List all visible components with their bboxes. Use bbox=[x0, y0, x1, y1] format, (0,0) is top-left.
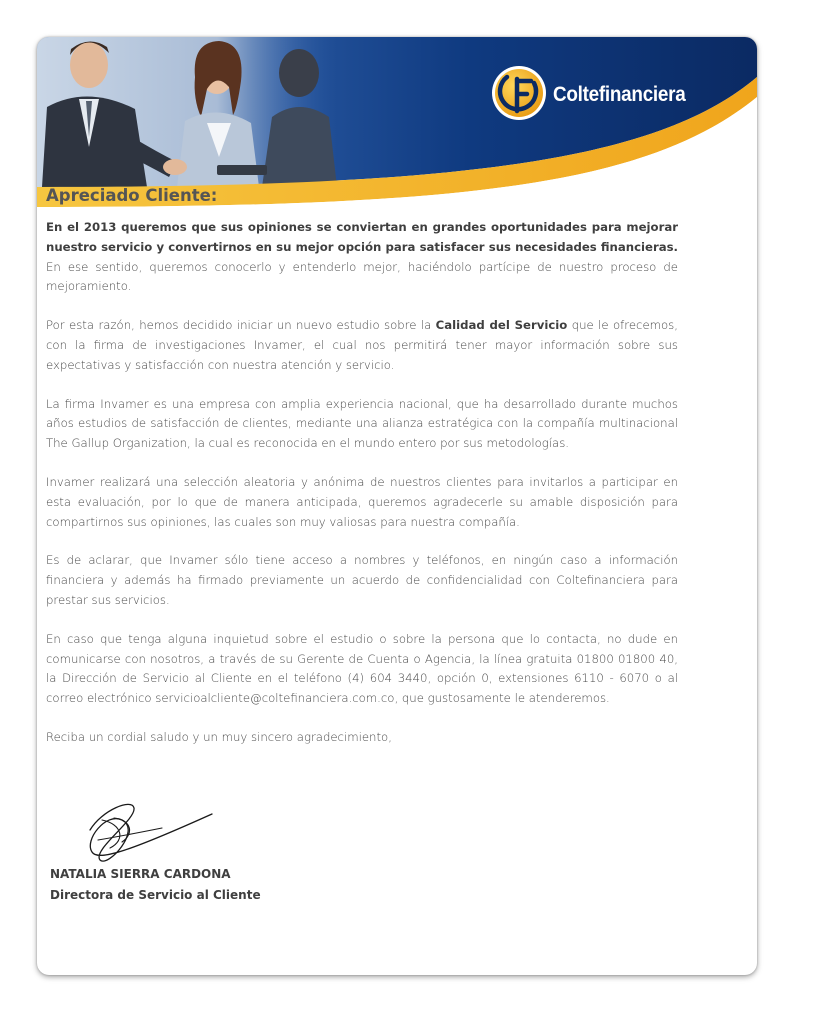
paragraph-5: Es de aclarar, que Invamer sólo tiene acceso a nombres y teléfonos, en ningún caso a información financiera y además ha firmado previamente un acuerdo de confidencialidad con Coltefinanciera para prestar sus servicios. bbox=[46, 553, 678, 607]
paragraph-3: La firma Invamer es una empresa con amplia experiencia nacional, que ha desarrollado durante muchos años estudios de satisfacción de clientes, mediante una alianza estratégica con la compañía multinacional The Gallup Organization, la cual es reconocida en el mundo entero por sus metodologías. bbox=[46, 396, 678, 451]
signer-block bbox=[50, 864, 261, 906]
paragraph-6: En caso que tenga alguna inquietud sobre el estudio o sobre la persona que lo contacta, no dude en comunicarse con nosotros, a través de su Gerente de Cuenta o Agencia, la línea gratuita 01800 01800 40, la Dirección de Servicio al Cliente en el teléfono (4) 604 3440, opción 0, extensiones 6110 - 6070 o al correo electrónico servicioalcliente@coltefinanciera.com.co, que gustosamente le atenderemos. bbox=[46, 631, 678, 706]
greeting-heading: Apreciado Cliente: bbox=[46, 186, 218, 205]
paragraph-1-highlight: En el 2013 queremos que sus opiniones se conviertan en grandes oportunidades para mejorar nuestro servicio y convertirnos en su mejor opción para satisfacer sus necesidades financieras. bbox=[46, 220, 678, 254]
signer-title: Directora de Servicio al Cliente bbox=[50, 888, 261, 902]
brand-name: Coltefinanciera bbox=[553, 83, 686, 106]
paragraph-4: Invamer realizará una selección aleatoria y anónima de nuestros clientes para invitarlos a participar en esta evaluación, por lo que de manera anticipada, queremos agradecerle su amable disposición para compartirnos sus opiniones, las cuales son muy valiosas para nuestra compañía. bbox=[46, 474, 678, 529]
letter-body bbox=[46, 186, 678, 767]
banner-graphic bbox=[37, 37, 757, 207]
paragraph-2-text-b: que le ofrecemos, con la firma de investigaciones Invamer, el cual nos permitirá tener mayor información sobre sus expectativas y satisfacción con nuestra atención y servicio. bbox=[46, 318, 678, 372]
paragraph-1-text: En ese sentido, queremos conocerlo y entenderlo mejor, haciéndolo partícipe de nuestro proceso de mejoramiento. bbox=[46, 259, 678, 294]
signer-name: NATALIA SIERRA CARDONA bbox=[50, 867, 231, 881]
paragraph-2 bbox=[46, 316, 678, 375]
coltefinanciera-logo-icon bbox=[492, 66, 546, 120]
paragraph-2-highlight: Calidad del Servicio bbox=[435, 318, 568, 333]
closing-line: Reciba un cordial saludo y un muy sincero agradecimiento, bbox=[46, 729, 392, 744]
handwritten-signature bbox=[62, 790, 222, 875]
header-banner bbox=[37, 37, 757, 207]
paragraph-1 bbox=[46, 218, 678, 297]
paragraph-2-text-a: Por esta razón, hemos decidido iniciar un nuevo estudio sobre la bbox=[46, 318, 436, 333]
